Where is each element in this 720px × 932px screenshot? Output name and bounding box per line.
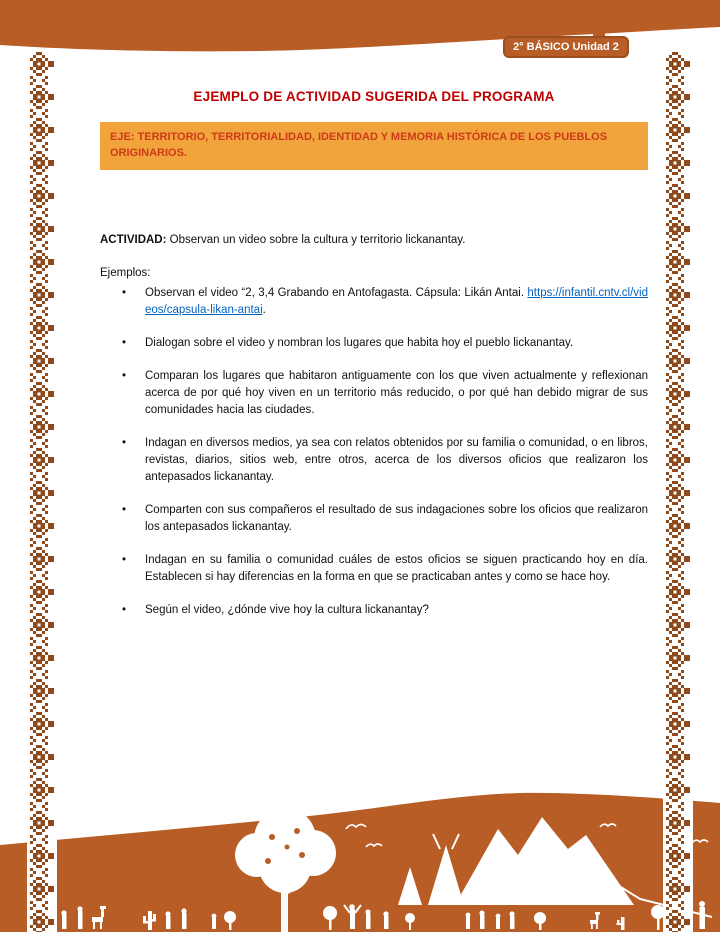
bullet-marker: •	[122, 437, 127, 449]
example-bullet	[100, 368, 648, 419]
bullet-text: Indagan en su familia o comunidad cuáles de estos oficios se siguen practicando hoy en día. Establecen si hay diferencias en la forma en que se practicaban antes y como se hace hoy.	[145, 554, 648, 583]
activity-text: Observan un video sobre la cultura y territorio lickanantay.	[166, 234, 466, 246]
bullet-marker: •	[122, 604, 127, 616]
bullet-marker: •	[122, 287, 127, 299]
bullet-text: Observan el video “2, 3,4 Grabando en Antofagasta. Cápsula: Likán Antai. https://infantil.cntv.cl/videos/capsula-likan-antai.	[145, 287, 648, 316]
bullet-text: Comparan los lugares que habitaron antiguamente con los que viven actualmente y reflexionan acerca de por qué hoy viven en un territorio más reducido, o por qué han debido migrar de sus comunidades hacia las ciudades.	[145, 370, 648, 416]
content-area	[100, 232, 648, 635]
example-bullet	[100, 502, 648, 536]
eje-banner: EJE: TERRITORIO, TERRITORIALIDAD, IDENTIDAD Y MEMORIA HISTÓRICA DE LOS PUEBLOS ORIGINARIOS.	[100, 122, 648, 170]
bullet-marker: •	[122, 504, 127, 516]
example-bullet	[100, 335, 648, 352]
landscape-illustration	[0, 787, 720, 932]
bullet-marker: •	[122, 554, 127, 566]
bullet-text: Según el video, ¿dónde vive hoy la cultura lickanantay?	[145, 604, 429, 616]
unit-badge-label: 2° BÁSICO Unidad 2	[513, 41, 619, 53]
andean-border-right	[663, 52, 693, 932]
activity-line	[100, 232, 648, 249]
example-bullet	[100, 285, 648, 319]
andean-border-left	[27, 52, 57, 932]
bullet-marker: •	[122, 370, 127, 382]
bullet-text: Comparten con sus compañeros el resultado de sus indagaciones sobre los oficios que realizaron los antepasados lickanantay.	[145, 504, 648, 533]
example-bullet	[100, 602, 648, 619]
example-bullet	[100, 435, 648, 486]
bullet-marker: •	[122, 337, 127, 349]
examples-list	[100, 285, 648, 619]
unit-badge	[503, 36, 629, 58]
examples-heading: Ejemplos:	[100, 267, 151, 279]
bullet-text: Dialogan sobre el video y nombran los lugares que habita hoy el pueblo lickanantay.	[145, 337, 574, 349]
activity-label: ACTIVIDAD:	[100, 234, 167, 246]
page-title: EJEMPLO DE ACTIVIDAD SUGERIDA DEL PROGRAMA	[193, 89, 555, 104]
video-link[interactable]: https://infantil.cntv.cl/videos/capsula-likan-antai	[145, 287, 648, 316]
example-bullet	[100, 552, 648, 586]
bullet-text: Indagan en diversos medios, ya sea con relatos obtenidos por su familia o comunidad, o en libros, revistas, diarios, sitios web, entre otros, acerca de los diversos oficios que realizaron los antepasados lickanantay.	[145, 437, 648, 483]
